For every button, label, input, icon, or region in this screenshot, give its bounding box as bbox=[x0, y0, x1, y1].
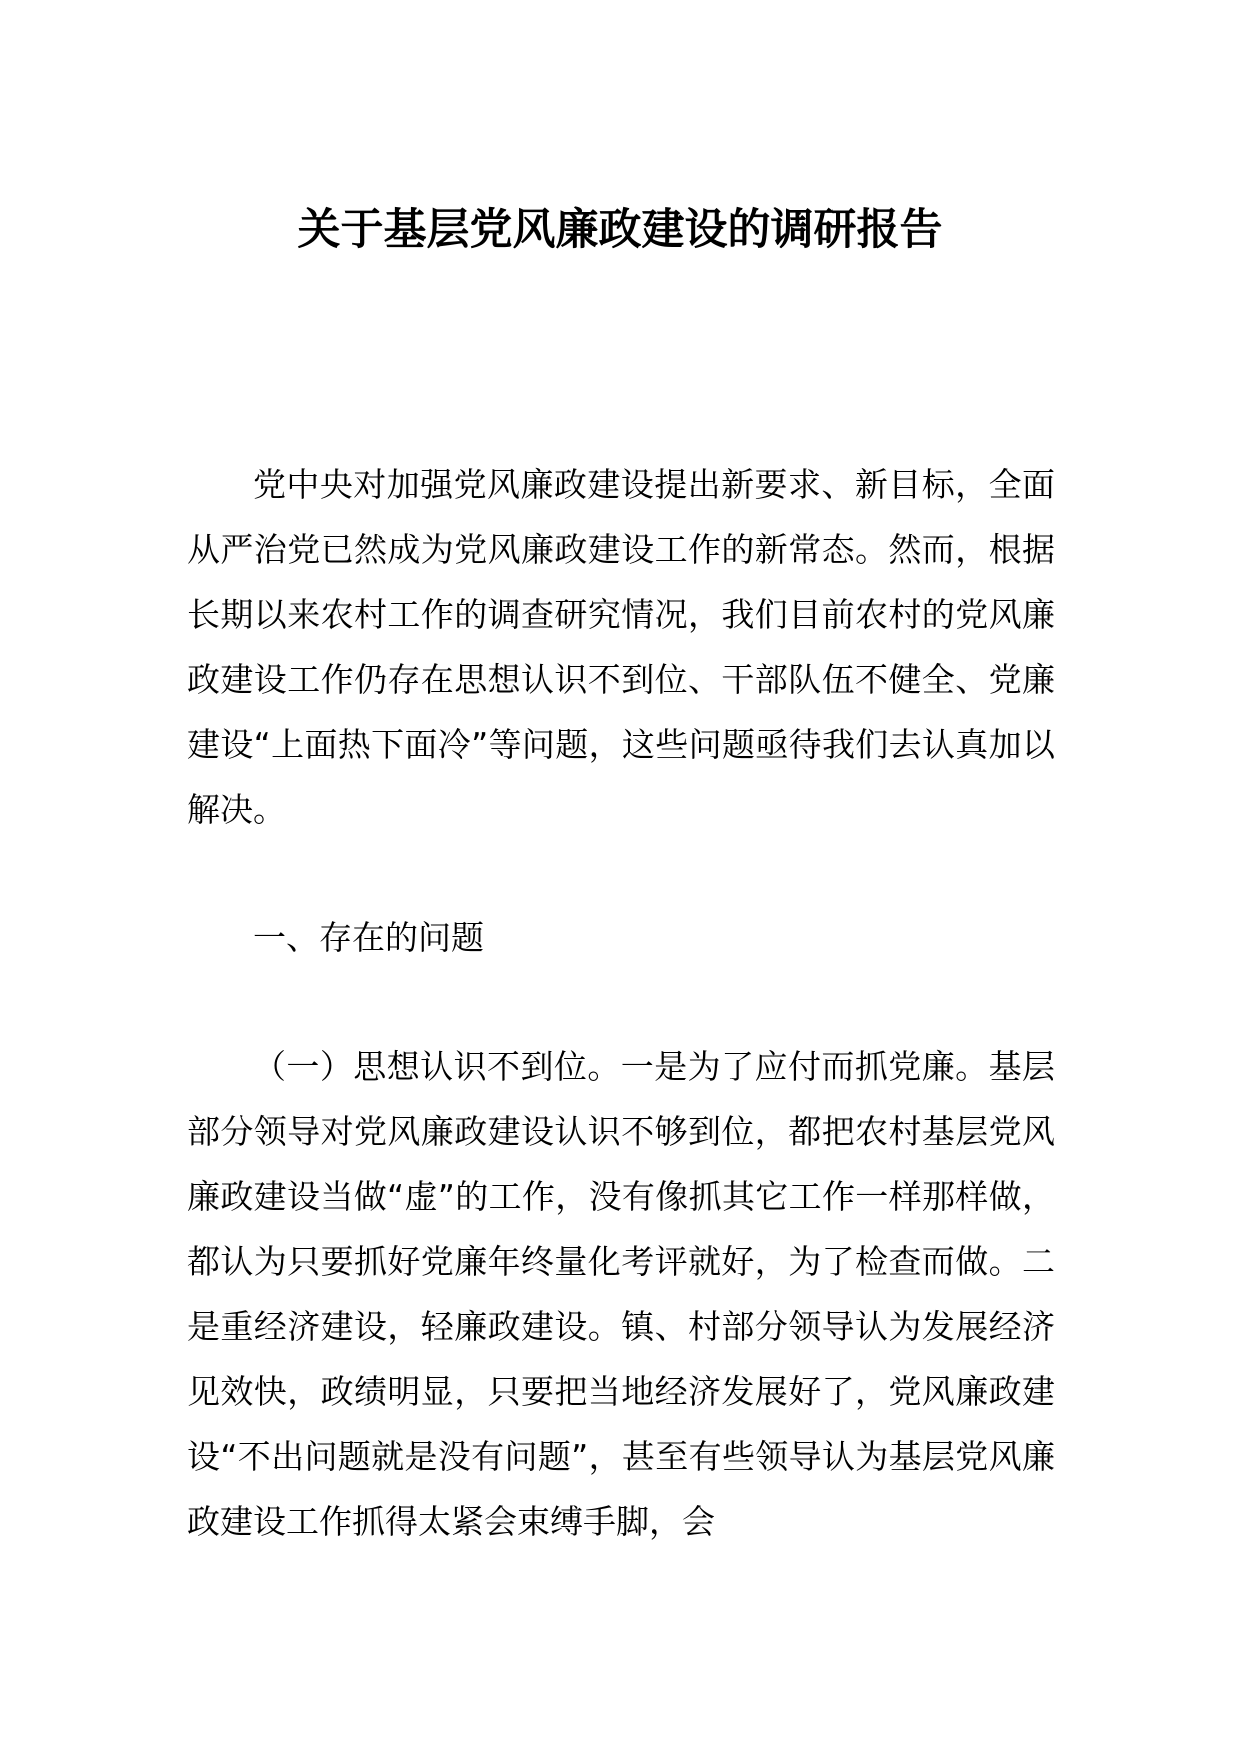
section-heading: 一、存在的问题 bbox=[253, 918, 484, 957]
intro-paragraph: 党中央对加强党风廉政建设提出新要求、新目标，全面从严治党已然成为党风廉政建设工作的新常态。然而，根据长期以来农村工作的调查研究情况，我们目前农村的党风廉政建设工作仍存在思想认识不到位、干部队伍不健全、党廉建设“上面热下面冷”等问题，这些问题亟待我们去认真加以解决。 bbox=[187, 465, 1055, 829]
section-paragraph: （一）思想认识不到位。一是为了应付而抓党廉。基层部分领导对党风廉政建设认识不够到位，都把农村基层党风廉政建设当做“虚”的工作，没有像抓其它工作一样那样做，都认为只要抓好党廉年终量化考评就好，为了检查而做。二是重经济建设，轻廉政建设。镇、村部分领导认为发展经济见效快，政绩明显，只要把当地经济发展好了，党风廉政建设“不出问题就是没有问题”，甚至有些领导认为基层党风廉政建设工作抓得太紧会束缚手脚，会 bbox=[187, 1047, 1055, 1541]
document-title: 关于基层党风廉政建设的调研报告 bbox=[297, 205, 943, 255]
